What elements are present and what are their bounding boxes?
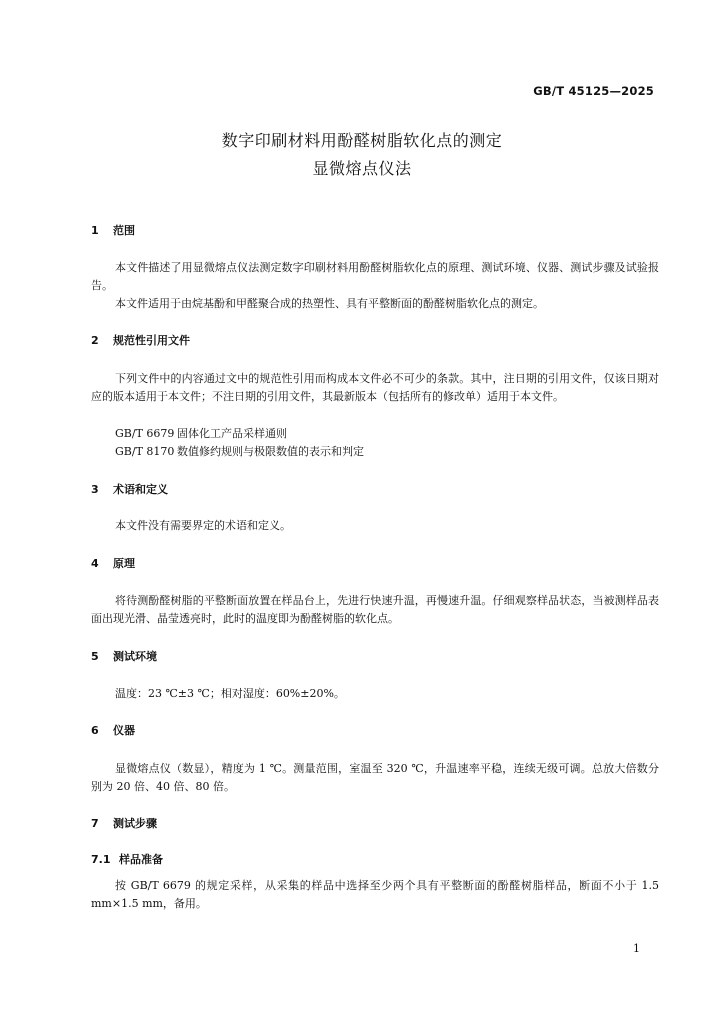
section-number: 6 [91,724,99,737]
section-5-paragraph-1: 温度：23 ℃±3 ℃；相对湿度：60%±20%。 [115,687,345,700]
section-number: 7 [91,817,99,830]
section-number: 7.1 [91,853,111,866]
section-number: 3 [91,483,99,496]
section-1-paragraph-2: 本文件适用于由烷基酚和甲醛聚合成的热塑性、具有平整断面的酚醛树脂软化点的测定。 [115,297,544,310]
section-7-1-heading [91,851,163,867]
reference-name: 固体化工产品采样通则 [177,427,287,440]
section-title: 测试环境 [113,650,157,663]
section-6-heading [91,722,135,738]
section-title: 术语和定义 [113,483,168,496]
section-5-heading [91,648,157,664]
section-4-paragraph-1: 将待测酚醛树脂的平整断面放置在样品台上，先进行快速升温，再慢速升温。仔细观察样品状态，当被测样品表面出现光滑、晶莹透亮时，此时的温度即为酚醛树脂的软化点。 [91,594,659,625]
reference-code: GB/T 6679 [115,427,175,440]
section-3-paragraph-1: 本文件没有需要界定的术语和定义。 [115,519,291,532]
section-number: 5 [91,650,99,663]
section-number: 4 [91,557,99,570]
section-4-heading [91,555,135,571]
section-2-heading [91,332,190,348]
section-number: 1 [91,224,99,237]
section-title: 规范性引用文件 [113,334,190,347]
section-title: 原理 [113,557,135,570]
reference-code: GB/T 8170 [115,445,175,458]
section-1-paragraph-1: 本文件描述了用显微熔点仪法测定数字印刷材料用酚醛树脂软化点的原理、测试环境、仪器、测试步骤及试验报告。 [91,261,659,292]
reference-name: 数值修约规则与极限数值的表示和判定 [177,445,364,458]
section-7-1-paragraph-1: 按 GB/T 6679 的规定采样，从采集的样品中选择至少两个具有平整断面的酚醛树脂样品，断面不小于 1.5 mm×1.5 mm，备用。 [91,879,659,910]
page-number: 1 [633,942,640,955]
section-2-paragraph-1: 下列文件中的内容通过文中的规范性引用而构成本文件必不可少的条款。其中，注日期的引用文件，仅该日期对应的版本适用于本文件；不注日期的引用文件，其最新版本（包括所有的修改单）适用于本文件。 [91,372,659,403]
reference-item [115,443,364,461]
document-title: 数字印刷材料用酚醛树脂软化点的测定 [221,131,503,150]
section-title: 测试步骤 [113,817,157,830]
section-title: 样品准备 [119,853,163,866]
section-7-heading [91,815,157,831]
section-number: 2 [91,334,99,347]
reference-item [115,425,287,443]
standard-number: GB/T 45125—2025 [533,84,654,98]
section-6-paragraph-1: 显微熔点仪（数显），精度为 1 ℃。测量范围，室温至 320 ℃，升温速率平稳，连续无级可调。总放大倍数分别为 20 倍、40 倍、80 倍。 [91,762,659,793]
section-title: 范围 [113,224,135,237]
section-title: 仪器 [113,724,135,737]
document-subtitle: 显微熔点仪法 [312,159,412,178]
section-1-heading [91,222,135,238]
section-3-heading [91,481,168,497]
